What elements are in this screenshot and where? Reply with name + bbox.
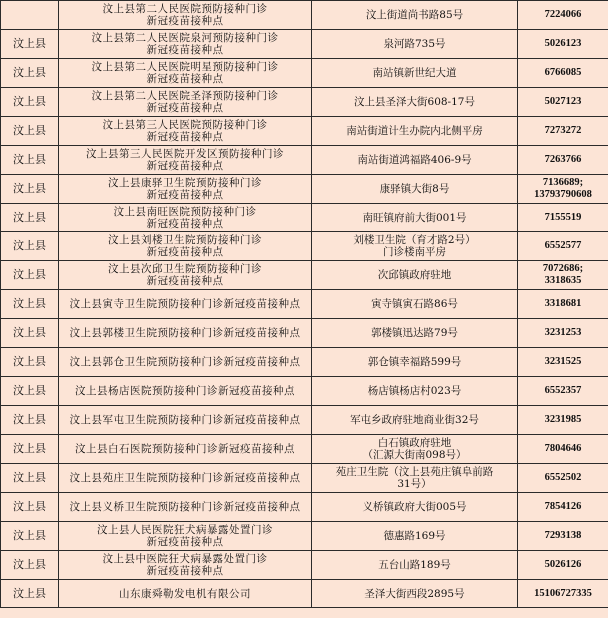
phone-cell: 3231985 (518, 406, 608, 435)
table-row (1, 580, 608, 608)
address-cell: 次邱镇政府驻地 (312, 261, 518, 290)
address-cell: 圣泽大街西段2895号 (312, 580, 518, 608)
site-name-cell: 汶上县第三人民医院开发区预防接种门诊 新冠疫苗接种点 (59, 146, 312, 175)
county-cell: 汶上县 (1, 30, 59, 59)
table-row (1, 204, 608, 232)
address-cell: 南站镇新世纪大道 (312, 59, 518, 88)
table-row (1, 30, 608, 59)
site-name-cell: 汶上县杨店医院预防接种门诊新冠疫苗接种点 (59, 377, 312, 406)
address-cell: 南站街道鸿福路406-9号 (312, 146, 518, 175)
site-name-cell: 汶上县白石医院预防接种门诊新冠疫苗接种点 (59, 435, 312, 464)
table-row (1, 319, 608, 348)
address-cell: 军屯乡政府驻地商业街32号 (312, 406, 518, 435)
address-cell: 汶上县圣泽大街608-17号 (312, 88, 518, 117)
county-cell: 汶上县 (1, 319, 59, 348)
phone-cell: 7263766 (518, 146, 608, 175)
county-cell: 汶上县 (1, 175, 59, 204)
site-name-cell: 汶上县军屯卫生院预防接种门诊新冠疫苗接种点 (59, 406, 312, 435)
address-cell: 刘楼卫生院（育才路2号） 门诊楼南平房 (312, 232, 518, 261)
table-row (1, 88, 608, 117)
table-body (1, 1, 608, 608)
table-row (1, 493, 608, 522)
phone-cell: 6552502 (518, 464, 608, 493)
phone-cell: 7293138 (518, 522, 608, 551)
table-row (1, 522, 608, 551)
phone-cell: 6552577 (518, 232, 608, 261)
site-name-cell: 汶上县第二人民医院预防接种门诊 新冠疫苗接种点 (59, 1, 312, 30)
table-row (1, 464, 608, 493)
address-cell: 郭仓镇幸福路599号 (312, 348, 518, 377)
county-cell: 汶上县 (1, 146, 59, 175)
site-name-cell: 汶上县康驿卫生院预防接种门诊 新冠疫苗接种点 (59, 175, 312, 204)
table-row (1, 59, 608, 88)
address-cell: 南旺镇府前大街001号 (312, 204, 518, 232)
site-name-cell: 汶上县南旺医院预防接种门诊 新冠疫苗接种点 (59, 204, 312, 232)
county-cell: 汶上县 (1, 88, 59, 117)
address-cell: 苑庄卫生院（汶上县苑庄镇阜前路 31号） (312, 464, 518, 493)
county-cell: 汶上县 (1, 435, 59, 464)
county-cell (1, 1, 59, 30)
site-name-cell: 汶上县第二人民医院圣泽预防接种门诊 新冠疫苗接种点 (59, 88, 312, 117)
phone-cell: 7224066 (518, 1, 608, 30)
table-row (1, 261, 608, 290)
county-cell: 汶上县 (1, 204, 59, 232)
county-cell: 汶上县 (1, 117, 59, 146)
phone-cell: 7136689; 13793790608 (518, 175, 608, 204)
phone-cell: 7072686; 3318635 (518, 261, 608, 290)
table-row (1, 348, 608, 377)
address-cell: 汶上街道尚书路85号 (312, 1, 518, 30)
site-name-cell: 山东康舜勒发电机有限公司 (59, 580, 312, 608)
address-cell: 杨店镇杨店村023号 (312, 377, 518, 406)
county-cell: 汶上县 (1, 232, 59, 261)
phone-cell: 3231525 (518, 348, 608, 377)
site-name-cell: 汶上县刘楼卫生院预防接种门诊 新冠疫苗接种点 (59, 232, 312, 261)
phone-cell: 5027123 (518, 88, 608, 117)
address-cell: 德惠路169号 (312, 522, 518, 551)
county-cell: 汶上县 (1, 377, 59, 406)
county-cell: 汶上县 (1, 551, 59, 580)
address-cell: 郭楼镇迅达路79号 (312, 319, 518, 348)
phone-cell: 7273272 (518, 117, 608, 146)
phone-cell: 6552357 (518, 377, 608, 406)
site-name-cell: 汶上县中医院狂犬病暴露处置门诊 新冠疫苗接种点 (59, 551, 312, 580)
county-cell: 汶上县 (1, 348, 59, 377)
address-cell: 泉河路735号 (312, 30, 518, 59)
county-cell: 汶上县 (1, 464, 59, 493)
phone-cell: 15106727335 (518, 580, 608, 608)
address-cell: 义桥镇政府大街005号 (312, 493, 518, 522)
county-cell: 汶上县 (1, 406, 59, 435)
site-name-cell: 汶上县第二人民医院明星预防接种门诊 新冠疫苗接种点 (59, 59, 312, 88)
county-cell: 汶上县 (1, 493, 59, 522)
site-name-cell: 汶上县第二人民医院泉河预防接种门诊 新冠疫苗接种点 (59, 30, 312, 59)
table-row (1, 551, 608, 580)
phone-cell: 7804646 (518, 435, 608, 464)
phone-cell: 5026123 (518, 30, 608, 59)
address-cell: 康驿镇大街8号 (312, 175, 518, 204)
site-name-cell: 汶上县次邱卫生院预防接种门诊 新冠疫苗接种点 (59, 261, 312, 290)
site-name-cell: 汶上县第三人民医院预防接种门诊 新冠疫苗接种点 (59, 117, 312, 146)
county-cell: 汶上县 (1, 261, 59, 290)
table-row (1, 232, 608, 261)
site-name-cell: 汶上县人民医院狂犬病暴露处置门诊 新冠疫苗接种点 (59, 522, 312, 551)
table-row (1, 406, 608, 435)
table-row (1, 435, 608, 464)
site-name-cell: 汶上县苑庄卫生院预防接种门诊新冠疫苗接种点 (59, 464, 312, 493)
phone-cell: 7854126 (518, 493, 608, 522)
address-cell: 寅寺镇寅石路86号 (312, 290, 518, 319)
phone-cell: 3318681 (518, 290, 608, 319)
phone-cell: 7155519 (518, 204, 608, 232)
address-cell: 白石镇政府驻地 （汇源大街南098号） (312, 435, 518, 464)
table-row (1, 1, 608, 30)
county-cell: 汶上县 (1, 522, 59, 551)
table-row (1, 175, 608, 204)
address-cell: 五台山路189号 (312, 551, 518, 580)
table-row (1, 117, 608, 146)
county-cell: 汶上县 (1, 59, 59, 88)
phone-cell: 5026126 (518, 551, 608, 580)
site-name-cell: 汶上县义桥卫生院预防接种门诊新冠疫苗接种点 (59, 493, 312, 522)
phone-cell: 6766085 (518, 59, 608, 88)
table-row (1, 290, 608, 319)
site-name-cell: 汶上县寅寺卫生院预防接种门诊新冠疫苗接种点 (59, 290, 312, 319)
site-name-cell: 汶上县郭仓卫生院预防接种门诊新冠疫苗接种点 (59, 348, 312, 377)
address-cell: 南站街道计生办院内北侧平房 (312, 117, 518, 146)
table-row (1, 146, 608, 175)
county-cell: 汶上县 (1, 290, 59, 319)
county-cell: 汶上县 (1, 580, 59, 608)
phone-cell: 3231253 (518, 319, 608, 348)
site-name-cell: 汶上县郭楼卫生院预防接种门诊新冠疫苗接种点 (59, 319, 312, 348)
table-row (1, 377, 608, 406)
